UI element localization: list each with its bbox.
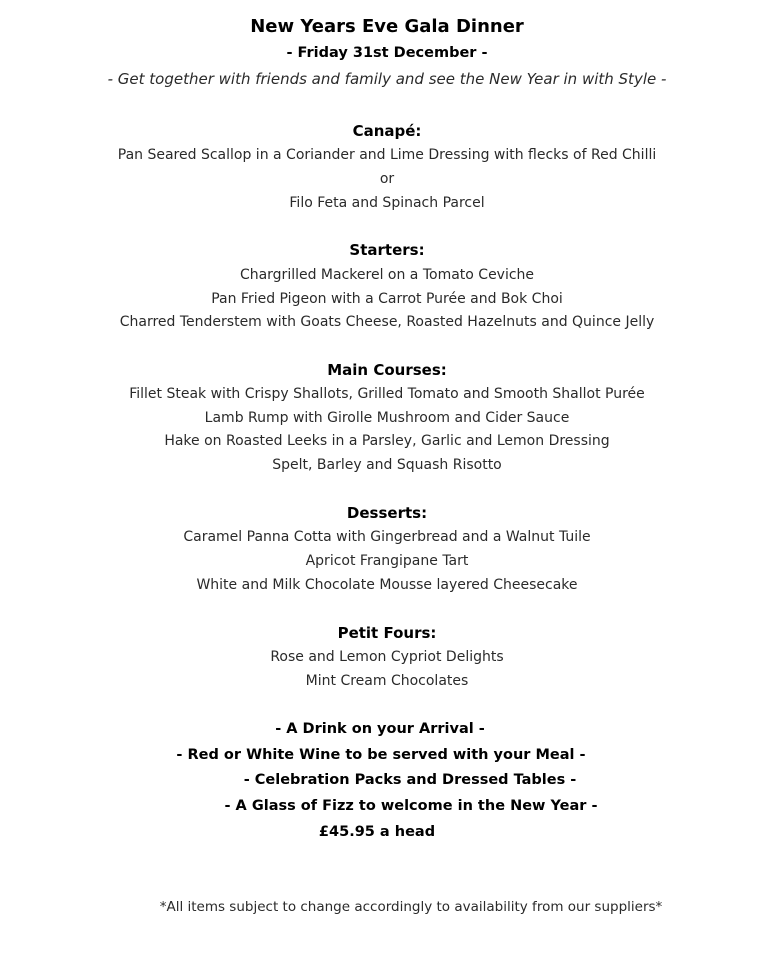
dessert-item: Caramel Panna Cotta with Gingerbread and a Walnut Tuile (183, 529, 591, 545)
main-item: Lamb Rump with Girolle Mushroom and Cider Sauce (204, 410, 570, 426)
canape-item: Filo Feta and Spinach Parcel (289, 195, 485, 211)
mains-heading: Main Courses: (327, 361, 447, 379)
dessert-item: Apricot Frangipane Tart (305, 553, 469, 569)
petit-four-item: Mint Cream Chocolates (305, 673, 469, 689)
dessert-item: White and Milk Chocolate Mousse layered Cheesecake (196, 577, 578, 593)
extra-wine: - Red or White Wine to be served with your Meal - (176, 747, 586, 763)
tagline: - Get together with friends and family and see the New Year in with Style - (107, 70, 667, 88)
desserts-heading: Desserts: (346, 504, 428, 522)
extra-celebration: - Celebration Packs and Dressed Tables - (243, 772, 577, 788)
starter-item: Pan Fried Pigeon with a Carrot Purée and Bok Choi (211, 291, 563, 307)
main-item: Fillet Steak with Crispy Shallots, Grilled Tomato and Smooth Shallot Purée (129, 386, 645, 402)
price: £45.95 a head (318, 824, 436, 840)
footer-note: *All items subject to change accordingly to availability from our suppliers* (159, 899, 663, 915)
main-item: Hake on Roasted Leeks in a Parsley, Garlic and Lemon Dressing (164, 433, 610, 449)
menu-title: New Years Eve Gala Dinner (250, 16, 524, 37)
event-date: - Friday 31st December - (286, 45, 488, 61)
canape-heading: Canapé: (352, 122, 422, 140)
starters-heading: Starters: (349, 241, 425, 259)
extra-fizz: - A Glass of Fizz to welcome in the New Year - (224, 798, 598, 814)
main-item: Spelt, Barley and Squash Risotto (272, 457, 502, 473)
petit-four-item: Rose and Lemon Cypriot Delights (270, 649, 504, 665)
extra-drink: - A Drink on your Arrival - (275, 721, 485, 737)
canape-or: or (379, 171, 395, 187)
canape-item: Pan Seared Scallop in a Coriander and Lime Dressing with flecks of Red Chilli (117, 147, 657, 163)
starter-item: Charred Tenderstem with Goats Cheese, Roasted Hazelnuts and Quince Jelly (119, 314, 655, 330)
starter-item: Chargrilled Mackerel on a Tomato Ceviche (239, 267, 535, 283)
petit-fours-heading: Petit Fours: (337, 624, 437, 642)
